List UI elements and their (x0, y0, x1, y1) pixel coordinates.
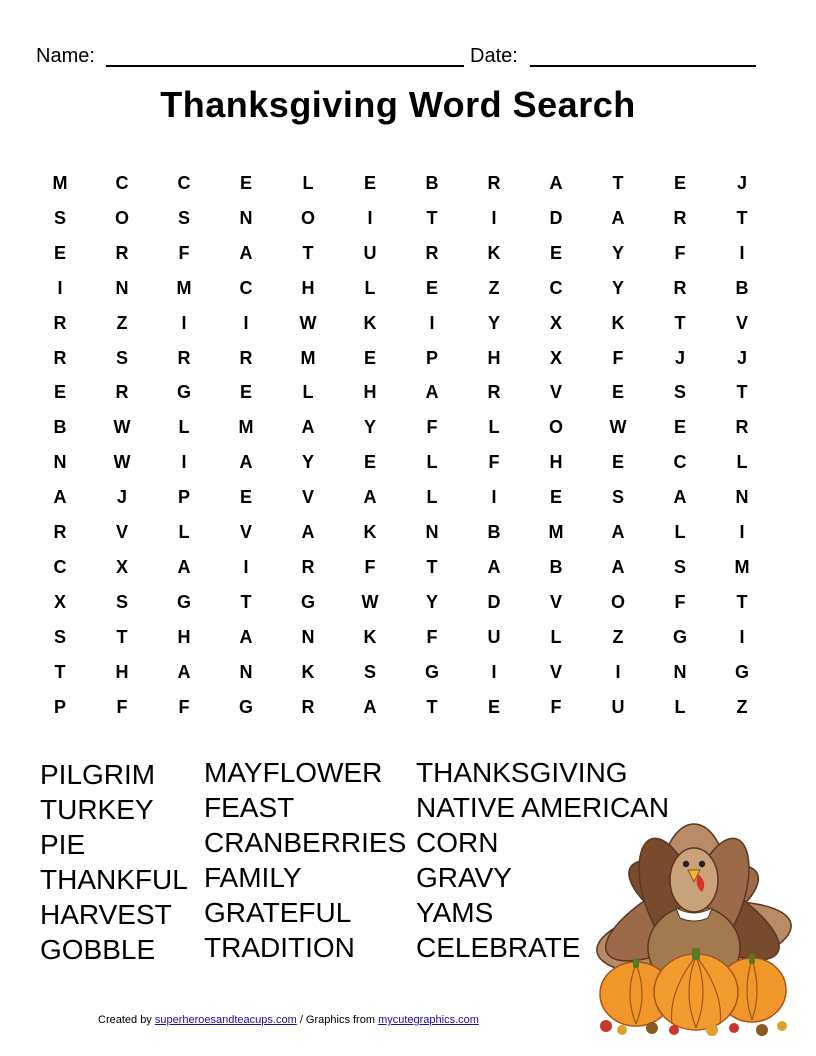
word-item: NATIVE AMERICAN (416, 792, 670, 823)
grid-letter: E (549, 487, 562, 508)
grid-letter: W (113, 452, 131, 473)
grid-letter: A (301, 522, 315, 542)
grid-letter: E (363, 347, 376, 368)
grid-letter: A (611, 556, 625, 577)
grid-letter: R (487, 382, 501, 403)
grid-letter: E (239, 173, 252, 193)
grid-letter: T (736, 382, 748, 403)
grid-letter: A (53, 487, 67, 508)
grid-letter: Z (612, 626, 624, 647)
word-item: GOBBLE (40, 934, 156, 965)
grid-letter: A (239, 452, 253, 473)
name-date-line (36, 42, 766, 72)
word-item: THANKFUL (40, 864, 188, 895)
grid-letter: I (739, 522, 745, 542)
grid-letter: E (239, 382, 252, 403)
grid-letter: N (673, 661, 687, 682)
grid-letter: C (115, 173, 129, 193)
created-by-label: Created by (98, 1014, 152, 1026)
grid-letter: H (115, 661, 129, 682)
word-item: YAMS (416, 897, 494, 928)
word-item: MAYFLOWER (204, 757, 383, 788)
grid-letter: A (239, 242, 253, 263)
grid-letter: R (301, 556, 315, 577)
grid-letter: T (240, 591, 252, 612)
grid-letter: R (673, 277, 687, 298)
grid-letter: X (549, 312, 562, 333)
turkey-head (670, 848, 718, 921)
grid-letter: U (487, 626, 501, 647)
grid-letter: F (178, 242, 190, 263)
grid-letter: V (549, 661, 562, 682)
grid-letter: A (549, 173, 563, 193)
grid-letter: E (363, 452, 376, 473)
grid-letter: U (611, 696, 625, 717)
grid-letter: Y (363, 417, 376, 438)
grid-letter: S (673, 556, 686, 577)
grid-letter: H (301, 277, 315, 298)
name-blank[interactable] (106, 65, 464, 67)
grid-letter: E (487, 696, 500, 717)
grid-letter: W (609, 417, 627, 438)
grid-letter: C (53, 556, 67, 577)
grid-letter: R (53, 312, 67, 333)
grid-letter: A (487, 556, 501, 577)
grid-letter: I (491, 207, 497, 228)
page-title: Thanksgiving Word Search (160, 84, 636, 125)
grid-letter: F (426, 626, 438, 647)
grid-letter: Y (611, 277, 624, 298)
grid-letter: R (239, 347, 253, 368)
grid-letter: P (53, 696, 66, 717)
word-item: THANKSGIVING (416, 757, 628, 788)
grid-letter: L (178, 417, 190, 438)
grid-letter: O (610, 591, 625, 612)
grid-letter: M (548, 522, 564, 542)
grid-letter: S (673, 382, 686, 403)
grid-letter: T (736, 591, 748, 612)
grid-letter: G (238, 696, 253, 717)
grid-letter: Z (736, 696, 748, 717)
grid-letter: S (177, 207, 190, 228)
word-list-column-1 (40, 757, 188, 967)
grid-letter: Y (611, 242, 624, 263)
grid-letter: E (549, 242, 562, 263)
grid-letter: F (488, 452, 500, 473)
grid-letter: P (177, 487, 190, 508)
mycutegraphics-link[interactable]: mycutegraphics.com (378, 1014, 479, 1026)
grid-letter: G (672, 626, 687, 647)
grid-letter: A (363, 487, 377, 508)
grid-letter: R (487, 173, 501, 193)
word-item: PIE (40, 829, 86, 860)
word-item: CRANBERRIES (204, 827, 407, 858)
grid-letter: E (611, 452, 624, 473)
grid-letter: N (53, 452, 67, 473)
grid-letter: A (611, 522, 625, 542)
word-item: GRAVY (416, 862, 512, 893)
grid-letter: F (116, 696, 128, 717)
grid-letter: V (239, 522, 252, 542)
grid-letter: M (176, 277, 192, 298)
grid-letter: K (487, 242, 501, 263)
grid-letter: S (53, 207, 66, 228)
grid-letter: I (615, 661, 621, 682)
grid-letter: V (735, 312, 748, 333)
grid-letter: J (116, 487, 127, 508)
grid-letter: H (363, 382, 377, 403)
grid-letter: N (115, 277, 129, 298)
word-item: FEAST (204, 792, 295, 823)
superheroes-link[interactable]: superheroesandteacups.com (154, 1014, 297, 1026)
grid-letter: R (425, 242, 439, 263)
grid-letter: A (177, 661, 191, 682)
grid-letter: T (612, 173, 624, 193)
grid-letter: H (177, 626, 191, 647)
grid-letter: O (114, 207, 129, 228)
grid-letter: L (426, 487, 438, 508)
grid-letter: Z (116, 312, 128, 333)
grid-letter: I (739, 626, 745, 647)
grid-letter: A (177, 556, 191, 577)
grid-letter: N (239, 661, 253, 682)
grid-letter: X (115, 556, 128, 577)
grid-letter: E (611, 382, 624, 403)
grid-letter: F (674, 242, 686, 263)
grid-letter: B (549, 556, 563, 577)
grid-letter: S (363, 661, 376, 682)
grid-letter: R (53, 347, 67, 368)
grid-letter: G (734, 661, 749, 682)
grid-letter: F (674, 591, 686, 612)
grid-letter: T (426, 696, 438, 717)
grid-letter: T (426, 207, 438, 228)
grid-letter: R (53, 522, 67, 542)
grid-letter: Z (488, 277, 500, 298)
grid-letter: I (491, 487, 497, 508)
grid-letter: F (426, 417, 438, 438)
grid-letter: B (735, 277, 749, 298)
grid-letter: K (301, 661, 315, 682)
word-item: TURKEY (40, 794, 154, 825)
grid-letter: U (363, 242, 377, 263)
word-item: CELEBRATE (416, 932, 581, 963)
grid-letter: A (425, 382, 439, 403)
word-item: HARVEST (40, 899, 172, 930)
grid-letter: T (302, 242, 314, 263)
graphics-from-label: / Graphics from (299, 1014, 375, 1026)
grid-letter: E (673, 173, 686, 193)
grid-letter: L (178, 522, 190, 542)
grid-letter: R (115, 382, 129, 403)
grid-letter: L (674, 696, 686, 717)
name-label: Name: (36, 45, 95, 67)
grid-letter: Y (425, 591, 438, 612)
grid-letter: S (115, 591, 128, 612)
grid-letter: I (243, 556, 249, 577)
grid-letter: D (549, 207, 563, 228)
grid-letter: S (53, 626, 66, 647)
word-item: PILGRIM (40, 759, 156, 790)
grid-letter: D (487, 591, 501, 612)
date-label: Date: (470, 45, 518, 67)
grid-letter: F (178, 696, 190, 717)
grid-letter: S (115, 347, 128, 368)
grid-letter: V (549, 591, 562, 612)
turkey-pumpkin-illustration (592, 818, 796, 1038)
grid-letter: T (426, 556, 438, 577)
grid-letter: I (181, 312, 187, 333)
grid-letter: I (429, 312, 435, 333)
grid-letter: F (612, 347, 624, 368)
grid-letter: W (299, 312, 317, 333)
grid-letter: I (181, 452, 187, 473)
footer-credits (98, 1014, 479, 1026)
grid-letter: S (611, 487, 624, 508)
grid-letter: P (425, 347, 438, 368)
grid-letter: L (550, 626, 562, 647)
grid-letter: E (239, 487, 252, 508)
grid-letter: A (239, 626, 253, 647)
grid-letter: A (673, 487, 687, 508)
grid-letter: R (673, 207, 687, 228)
grid-letter: G (424, 661, 439, 682)
grid-letter: N (239, 207, 253, 228)
grid-letter: R (735, 417, 749, 438)
grid-letter: E (425, 277, 438, 298)
grid-letter: L (488, 417, 500, 438)
grid-letter: F (550, 696, 562, 717)
grid-letter: I (491, 661, 497, 682)
grid-letter: A (363, 696, 377, 717)
grid-letter: E (53, 242, 66, 263)
grid-letter: L (364, 277, 376, 298)
grid-letter: I (739, 242, 745, 263)
grid-letter: M (300, 347, 316, 368)
grid-letter: K (363, 522, 377, 542)
date-blank[interactable] (530, 65, 756, 67)
grid-letter: L (302, 382, 314, 403)
grid-letter: R (177, 347, 191, 368)
grid-letter: L (302, 173, 314, 193)
grid-letter: C (673, 452, 687, 473)
grid-letter: M (238, 417, 254, 438)
grid-letter: X (549, 347, 562, 368)
grid-letter: E (363, 173, 376, 193)
grid-letter: Y (301, 452, 314, 473)
grid-letter: T (116, 626, 128, 647)
word-item: FAMILY (204, 862, 302, 893)
grid-letter: I (367, 207, 373, 228)
grid-letter: B (487, 522, 501, 542)
grid-letter: K (363, 626, 377, 647)
grid-letter: R (301, 696, 315, 717)
grid-letter: O (300, 207, 315, 228)
grid-letter: T (54, 661, 66, 682)
grid-letter: O (548, 417, 563, 438)
grid-letter: L (736, 452, 748, 473)
grid-letter: G (176, 382, 191, 403)
grid-letter: J (736, 173, 747, 193)
grid-letter: R (115, 242, 129, 263)
word-item: TRADITION (204, 932, 355, 963)
grid-letter: E (53, 382, 66, 403)
grid-letter: K (611, 312, 625, 333)
grid-letter: Y (487, 312, 500, 333)
letter-grid (32, 168, 776, 728)
grid-letter: M (52, 173, 68, 193)
grid-letter: C (177, 173, 191, 193)
grid-letter: J (736, 347, 747, 368)
grid-letter: C (239, 277, 253, 298)
grid-letter: M (734, 556, 750, 577)
grid-letter: F (364, 556, 376, 577)
grid-letter: V (549, 382, 562, 403)
grid-letter: T (736, 207, 748, 228)
grid-letter: I (57, 277, 63, 298)
grid-letter: I (243, 312, 249, 333)
grid-letter: A (301, 417, 315, 438)
grid-letter: B (425, 173, 439, 193)
grid-letter: V (115, 522, 128, 542)
grid-letter: W (113, 417, 131, 438)
grid-letter: C (549, 277, 563, 298)
word-list-column-2 (204, 755, 406, 965)
grid-letter: L (674, 522, 686, 542)
grid-letter: A (611, 207, 625, 228)
grid-letter: X (53, 591, 66, 612)
grid-letter: W (361, 591, 379, 612)
grid-letter: G (176, 591, 191, 612)
grid-letter: H (549, 452, 563, 473)
word-item: GRATEFUL (204, 897, 352, 928)
grid-letter: N (301, 626, 315, 647)
word-item: CORN (416, 827, 499, 858)
grid-letter: J (674, 347, 685, 368)
grid-letter: L (426, 452, 438, 473)
grid-letter: B (53, 417, 67, 438)
grid-letter: E (673, 417, 686, 438)
grid-letter: G (300, 591, 315, 612)
grid-letter: H (487, 347, 501, 368)
grid-letter: T (674, 312, 686, 333)
grid-letter: K (363, 312, 377, 333)
grid-letter: N (425, 522, 439, 542)
grid-letter: N (735, 487, 749, 508)
grid-letter: V (301, 487, 314, 508)
